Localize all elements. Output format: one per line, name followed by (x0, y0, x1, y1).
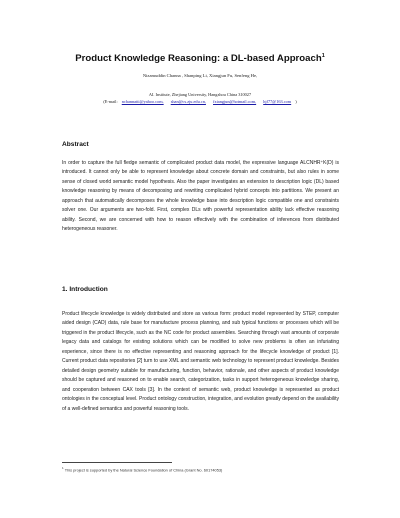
email-link-2[interactable]: shan@cs.zju.edu.cn, (170, 99, 206, 104)
introduction-heading: 1. Introduction (62, 286, 108, 293)
email-link-4[interactable]: hjf77@163.com (263, 99, 292, 104)
title-footnote-mark: 1 (321, 53, 325, 59)
introduction-text: Product lifecycle knowledge is widely distributed and store as various form: product model represented by STEP, computer aided design (CAD) data, rule base for manufacture process planning, and sub typical functions or processes which will be triggered in the product lifecycle, such as the NC code for product assembles. Searching through vast amounts of corporate legacy data and catalogs for existing solutions which can be modified to solve new problems is often an infuriating experience, since there is no effective representing and reasoning approach for the lifecycle knowledge of product [1]. Current product data repositories [2] turn to use XML and semantic web technology to represent product knowledge. Besides detailed design geometry suitable for manufacturing, function, behavior, rationale, and other aspects of product knowledge should be captured and reasoned on to enable search, categorization, tasks in support heterogeneous knowledge sharing, and cooperation between CAX tools [3]. In the context of semantic web, product knowledge is represented as product ontologies in the conceptual level. Product ontology construction, integration, and evolution greatly depend on the availability of a well-defined semantics and powerful reasoning tools. (62, 311, 339, 412)
email-link-3[interactable]: fxiangjun@hotmail.com, (213, 99, 257, 104)
abstract-heading: Abstract (62, 141, 89, 148)
footnote (62, 466, 222, 472)
email-prefix: (E-mail: (103, 99, 118, 104)
paper-title (0, 53, 400, 64)
email-suffix: ) (295, 99, 297, 104)
email-line (0, 99, 400, 104)
footnote-text: This project is supported by the Natural Science Foundation of China (Grant No. 60174053) (64, 467, 223, 473)
footnote-divider (62, 462, 172, 463)
paper-title-text: Product Knowledge Reasoning: a DL-based Approach (75, 53, 322, 65)
abstract-text: In order to capture the full fledge semantic of complicated product data model, the expressive language ALCNHR⁺K(D) is introduced. It cannot only be able to represent knowledge about concrete domain and constraints, but also rules in some sense of closed world semantic model hypothesis. Also the paper investigates an extension to description logic (DL) based knowledge reasoning by means of decomposing and rewriting complicated hybrid concepts into partitions. We present an approach that automatically decomposes the whole knowledge base into description logic compatible one and constraints solver one. Our arguments are two-fold. First, complex DLs with powerful representation ability lack effective reasoning ability. Second, we are concerned with how to reason effectively with the combination of inferences from distributed heterogeneous reasoner. (62, 160, 339, 233)
affiliation: AI. Institute, Zhejiang University, Hangzhou China 310027 (148, 92, 252, 97)
author-list: Nizamuddin Channa , Shanping Li, Xiangjun Fu, Senfeng He, (142, 73, 258, 78)
footnote-mark: 1 (62, 466, 64, 470)
email-link-1[interactable]: nchannatti@yahoo.com, (121, 99, 164, 104)
